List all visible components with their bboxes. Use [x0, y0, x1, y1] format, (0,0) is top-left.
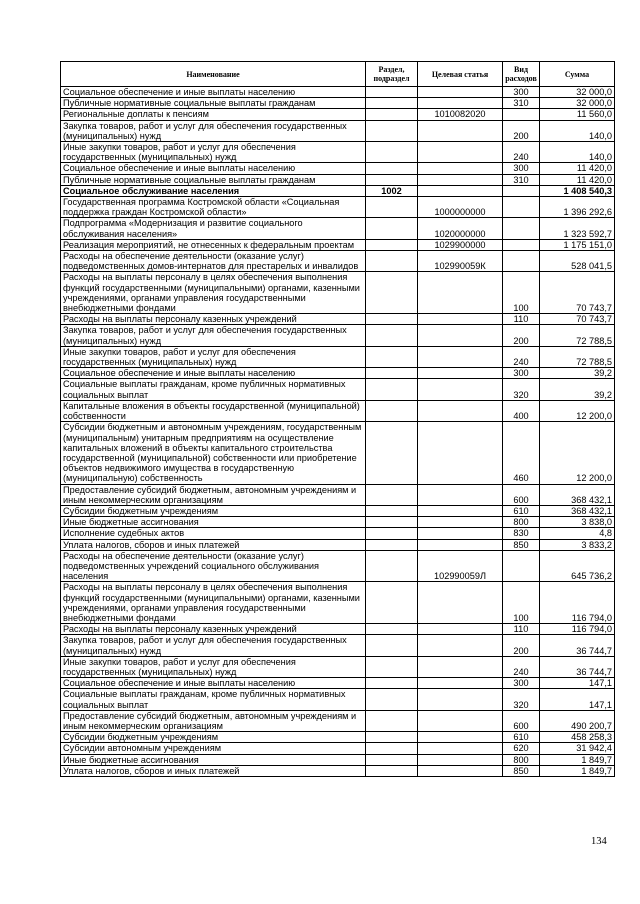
cell-section: [366, 314, 418, 325]
cell-sum: 11 420,0: [540, 174, 615, 185]
cell-name: Социальное обеспечение и иные выплаты населению: [61, 163, 366, 174]
cell-name: Закупка товаров, работ и услуг для обеспечения государственных (муниципальных) нужд: [61, 635, 366, 656]
cell-target: [418, 517, 503, 528]
cell-kind: 240: [503, 142, 540, 163]
cell-kind: [503, 197, 540, 218]
cell-sum: 1 323 592,7: [540, 218, 615, 239]
cell-target: [418, 624, 503, 635]
cell-kind: [503, 109, 540, 120]
cell-section: [366, 484, 418, 505]
table-row: [61, 528, 615, 539]
cell-sum: 458 258,3: [540, 732, 615, 743]
cell-name: Закупка товаров, работ и услуг для обеспечения государственных (муниципальных) нужд: [61, 325, 366, 346]
cell-sum: 116 794,0: [540, 624, 615, 635]
cell-name: Публичные нормативные социальные выплаты гражданам: [61, 98, 366, 109]
cell-name: Подпрограмма «Модернизация и развитие социального обслуживания населения»: [61, 218, 366, 239]
cell-kind: 100: [503, 582, 540, 624]
cell-kind: 310: [503, 174, 540, 185]
cell-sum: 147,1: [540, 678, 615, 689]
cell-section: [366, 197, 418, 218]
cell-section: [366, 218, 418, 239]
cell-name: Социальное обеспечение и иные выплаты населению: [61, 368, 366, 379]
cell-section: [366, 368, 418, 379]
cell-name: Иные закупки товаров, работ и услуг для обеспечения государственных (муниципальных) нужд: [61, 346, 366, 367]
cell-section: [366, 517, 418, 528]
cell-target: [418, 98, 503, 109]
header-section: Раздел, подраздел: [366, 62, 418, 87]
cell-section: [366, 539, 418, 550]
cell-target: [418, 765, 503, 776]
cell-target: 1029900000: [418, 239, 503, 250]
cell-kind: 200: [503, 325, 540, 346]
cell-section: [366, 109, 418, 120]
table-row: [61, 678, 615, 689]
table-row: [61, 346, 615, 367]
cell-kind: 850: [503, 765, 540, 776]
table-row: [61, 743, 615, 754]
cell-target: [418, 163, 503, 174]
table-row: [61, 120, 615, 141]
table-row: [61, 624, 615, 635]
cell-section: [366, 98, 418, 109]
table-row: [61, 656, 615, 677]
cell-sum: 1 175 151,0: [540, 239, 615, 250]
cell-sum: 36 744,7: [540, 656, 615, 677]
header-name: Наименование: [61, 62, 366, 87]
cell-name: Предоставление субсидий бюджетным, автономным учреждениям и иным некоммерческим организациям: [61, 484, 366, 505]
table-row: [61, 98, 615, 109]
cell-section: [366, 754, 418, 765]
header-target: Целевая статья: [418, 62, 503, 87]
cell-section: [366, 87, 418, 98]
cell-name: Государственная программа Костромской области «Социальная поддержка граждан Костромской области»: [61, 197, 366, 218]
cell-target: 1000000000: [418, 197, 503, 218]
cell-sum: 32 000,0: [540, 98, 615, 109]
cell-name: Субсидии бюджетным учреждениям: [61, 505, 366, 516]
cell-name: Региональные доплаты к пенсиям: [61, 109, 366, 120]
budget-table: [60, 61, 615, 777]
cell-sum: 1 408 540,3: [540, 185, 615, 196]
cell-target: [418, 689, 503, 710]
cell-target: [418, 314, 503, 325]
cell-target: [418, 635, 503, 656]
cell-section: [366, 142, 418, 163]
table-row: [61, 142, 615, 163]
cell-target: [418, 379, 503, 400]
cell-sum: 31 942,4: [540, 743, 615, 754]
cell-target: [418, 678, 503, 689]
cell-kind: 460: [503, 422, 540, 484]
cell-sum: 70 743,7: [540, 314, 615, 325]
cell-kind: 240: [503, 346, 540, 367]
cell-kind: 110: [503, 314, 540, 325]
header-kind: Вид расходов: [503, 62, 540, 87]
cell-target: 102990059К: [418, 251, 503, 272]
cell-section: [366, 163, 418, 174]
cell-kind: 300: [503, 368, 540, 379]
cell-target: [418, 368, 503, 379]
cell-kind: 610: [503, 505, 540, 516]
cell-name: Капитальные вложения в объекты государственной (муниципальной) собственности: [61, 400, 366, 421]
cell-section: [366, 656, 418, 677]
cell-kind: 400: [503, 400, 540, 421]
cell-sum: 11 560,0: [540, 109, 615, 120]
cell-section: [366, 325, 418, 346]
cell-target: [418, 346, 503, 367]
cell-sum: 39,2: [540, 368, 615, 379]
table-row: [61, 754, 615, 765]
table-row: [61, 517, 615, 528]
cell-name: Социальные выплаты гражданам, кроме публичных нормативных социальных выплат: [61, 689, 366, 710]
table-row: [61, 185, 615, 196]
cell-kind: [503, 251, 540, 272]
cell-kind: 300: [503, 87, 540, 98]
cell-target: [418, 528, 503, 539]
cell-name: Расходы на выплаты персоналу в целях обеспечения выполнения функций государственными (муниципальными) органами, казенными учреждениями, органами управления государственными внебюджетными фондами: [61, 582, 366, 624]
cell-kind: 300: [503, 678, 540, 689]
table-row: [61, 251, 615, 272]
cell-target: [418, 174, 503, 185]
cell-sum: 490 200,7: [540, 710, 615, 731]
table-row: [61, 422, 615, 484]
cell-section: [366, 624, 418, 635]
cell-kind: 620: [503, 743, 540, 754]
cell-section: 1002: [366, 185, 418, 196]
table-row: [61, 635, 615, 656]
cell-sum: 528 041,5: [540, 251, 615, 272]
cell-name: Уплата налогов, сборов и иных платежей: [61, 539, 366, 550]
cell-kind: 830: [503, 528, 540, 539]
cell-kind: 240: [503, 656, 540, 677]
cell-target: 102990059Л: [418, 550, 503, 582]
table-row: [61, 379, 615, 400]
cell-sum: 11 420,0: [540, 163, 615, 174]
cell-section: [366, 743, 418, 754]
table-row: [61, 710, 615, 731]
cell-target: [418, 743, 503, 754]
cell-sum: 12 200,0: [540, 400, 615, 421]
cell-kind: 800: [503, 754, 540, 765]
table-row: [61, 550, 615, 582]
table-row: [61, 314, 615, 325]
cell-kind: 600: [503, 484, 540, 505]
header-sum: Сумма: [540, 62, 615, 87]
cell-target: [418, 120, 503, 141]
cell-sum: 147,1: [540, 689, 615, 710]
table-header-row: [61, 62, 615, 87]
cell-section: [366, 174, 418, 185]
cell-kind: 110: [503, 624, 540, 635]
cell-kind: 320: [503, 689, 540, 710]
cell-kind: 200: [503, 635, 540, 656]
cell-kind: 100: [503, 272, 540, 314]
cell-section: [366, 346, 418, 367]
table-row: [61, 239, 615, 250]
cell-kind: [503, 550, 540, 582]
cell-sum: 12 200,0: [540, 422, 615, 484]
cell-name: Расходы на выплаты персоналу в целях обеспечения выполнения функций государственными (муниципальными) органами, казенными учреждениями, органами управления государственными внебюджетными фондами: [61, 272, 366, 314]
cell-kind: 300: [503, 163, 540, 174]
cell-sum: 3 833,2: [540, 539, 615, 550]
cell-sum: 36 744,7: [540, 635, 615, 656]
table-row: [61, 400, 615, 421]
cell-sum: 39,2: [540, 379, 615, 400]
cell-sum: 72 788,5: [540, 346, 615, 367]
cell-sum: 140,0: [540, 120, 615, 141]
table-row: [61, 109, 615, 120]
table-row: [61, 539, 615, 550]
table-body: [61, 87, 615, 777]
table-row: [61, 505, 615, 516]
cell-target: [418, 400, 503, 421]
cell-name: Субсидии бюджетным и автономным учреждениям, государственным (муниципальным) унитарным предприятиям на осуществление капитальных вложений в объекты капитального строительства государственной (муниципальной) собственности или приобретение объектов недвижимого имущества в государственную (муниципальную) собственность: [61, 422, 366, 484]
table-row: [61, 765, 615, 776]
cell-sum: 1 396 292,6: [540, 197, 615, 218]
cell-name: Расходы на выплаты персоналу казенных учреждений: [61, 624, 366, 635]
cell-section: [366, 528, 418, 539]
cell-kind: 310: [503, 98, 540, 109]
cell-name: Публичные нормативные социальные выплаты гражданам: [61, 174, 366, 185]
cell-sum: 1 849,7: [540, 754, 615, 765]
cell-sum: 3 838,0: [540, 517, 615, 528]
cell-target: [418, 656, 503, 677]
cell-target: [418, 422, 503, 484]
cell-target: [418, 754, 503, 765]
cell-kind: [503, 185, 540, 196]
cell-name: Закупка товаров, работ и услуг для обеспечения государственных (муниципальных) нужд: [61, 120, 366, 141]
cell-target: [418, 505, 503, 516]
cell-kind: 200: [503, 120, 540, 141]
budget-table-sheet: [60, 61, 614, 777]
cell-section: [366, 239, 418, 250]
table-row: [61, 689, 615, 710]
cell-section: [366, 582, 418, 624]
cell-name: Социальное обслуживание населения: [61, 185, 366, 196]
cell-kind: [503, 239, 540, 250]
cell-sum: 70 743,7: [540, 272, 615, 314]
cell-name: Исполнение судебных актов: [61, 528, 366, 539]
table-row: [61, 163, 615, 174]
cell-sum: 368 432,1: [540, 505, 615, 516]
cell-sum: 32 000,0: [540, 87, 615, 98]
cell-target: 1010082020: [418, 109, 503, 120]
table-row: [61, 368, 615, 379]
cell-name: Расходы на выплаты персоналу казенных учреждений: [61, 314, 366, 325]
cell-sum: 140,0: [540, 142, 615, 163]
cell-target: 1020000000: [418, 218, 503, 239]
cell-kind: 610: [503, 732, 540, 743]
cell-sum: 116 794,0: [540, 582, 615, 624]
cell-kind: [503, 218, 540, 239]
cell-name: Реализация мероприятий, не отнесенных к федеральным проектам: [61, 239, 366, 250]
cell-sum: 368 432,1: [540, 484, 615, 505]
cell-kind: 320: [503, 379, 540, 400]
cell-name: Иные закупки товаров, работ и услуг для обеспечения государственных (муниципальных) нужд: [61, 656, 366, 677]
table-row: [61, 582, 615, 624]
table-row: [61, 272, 615, 314]
cell-target: [418, 484, 503, 505]
cell-section: [366, 689, 418, 710]
cell-name: Социальное обеспечение и иные выплаты населению: [61, 678, 366, 689]
cell-sum: 1 849,7: [540, 765, 615, 776]
cell-section: [366, 765, 418, 776]
cell-section: [366, 379, 418, 400]
table-row: [61, 174, 615, 185]
table-row: [61, 325, 615, 346]
cell-name: Социальные выплаты гражданам, кроме публичных нормативных социальных выплат: [61, 379, 366, 400]
cell-target: [418, 325, 503, 346]
cell-name: Социальное обеспечение и иные выплаты населению: [61, 87, 366, 98]
cell-target: [418, 710, 503, 731]
cell-kind: 600: [503, 710, 540, 731]
cell-name: Иные бюджетные ассигнования: [61, 517, 366, 528]
cell-section: [366, 635, 418, 656]
cell-name: Иные закупки товаров, работ и услуг для обеспечения государственных (муниципальных) нужд: [61, 142, 366, 163]
cell-section: [366, 251, 418, 272]
cell-name: Уплата налогов, сборов и иных платежей: [61, 765, 366, 776]
table-row: [61, 87, 615, 98]
cell-target: [418, 87, 503, 98]
cell-section: [366, 678, 418, 689]
cell-section: [366, 710, 418, 731]
cell-name: Иные бюджетные ассигнования: [61, 754, 366, 765]
cell-section: [366, 272, 418, 314]
cell-name: Расходы на обеспечение деятельности (оказание услуг) подведомственных домов-интернатов для престарелых и инвалидов: [61, 251, 366, 272]
cell-sum: 4,8: [540, 528, 615, 539]
cell-kind: 850: [503, 539, 540, 550]
cell-target: [418, 185, 503, 196]
cell-section: [366, 120, 418, 141]
table-row: [61, 732, 615, 743]
table-row: [61, 484, 615, 505]
cell-section: [366, 550, 418, 582]
cell-name: Расходы на обеспечение деятельности (оказание услуг) подведомственных учреждений социального обслуживания населения: [61, 550, 366, 582]
cell-target: [418, 732, 503, 743]
cell-target: [418, 142, 503, 163]
cell-kind: 800: [503, 517, 540, 528]
cell-section: [366, 505, 418, 516]
cell-name: Предоставление субсидий бюджетным, автономным учреждениям и иным некоммерческим организациям: [61, 710, 366, 731]
cell-sum: 72 788,5: [540, 325, 615, 346]
page-number: 134: [591, 836, 607, 847]
cell-target: [418, 272, 503, 314]
table-row: [61, 197, 615, 218]
cell-name: Субсидии бюджетным учреждениям: [61, 732, 366, 743]
cell-target: [418, 582, 503, 624]
cell-name: Субсидии автономным учреждениям: [61, 743, 366, 754]
cell-target: [418, 539, 503, 550]
cell-section: [366, 732, 418, 743]
table-row: [61, 218, 615, 239]
cell-section: [366, 422, 418, 484]
cell-section: [366, 400, 418, 421]
cell-sum: 645 736,2: [540, 550, 615, 582]
